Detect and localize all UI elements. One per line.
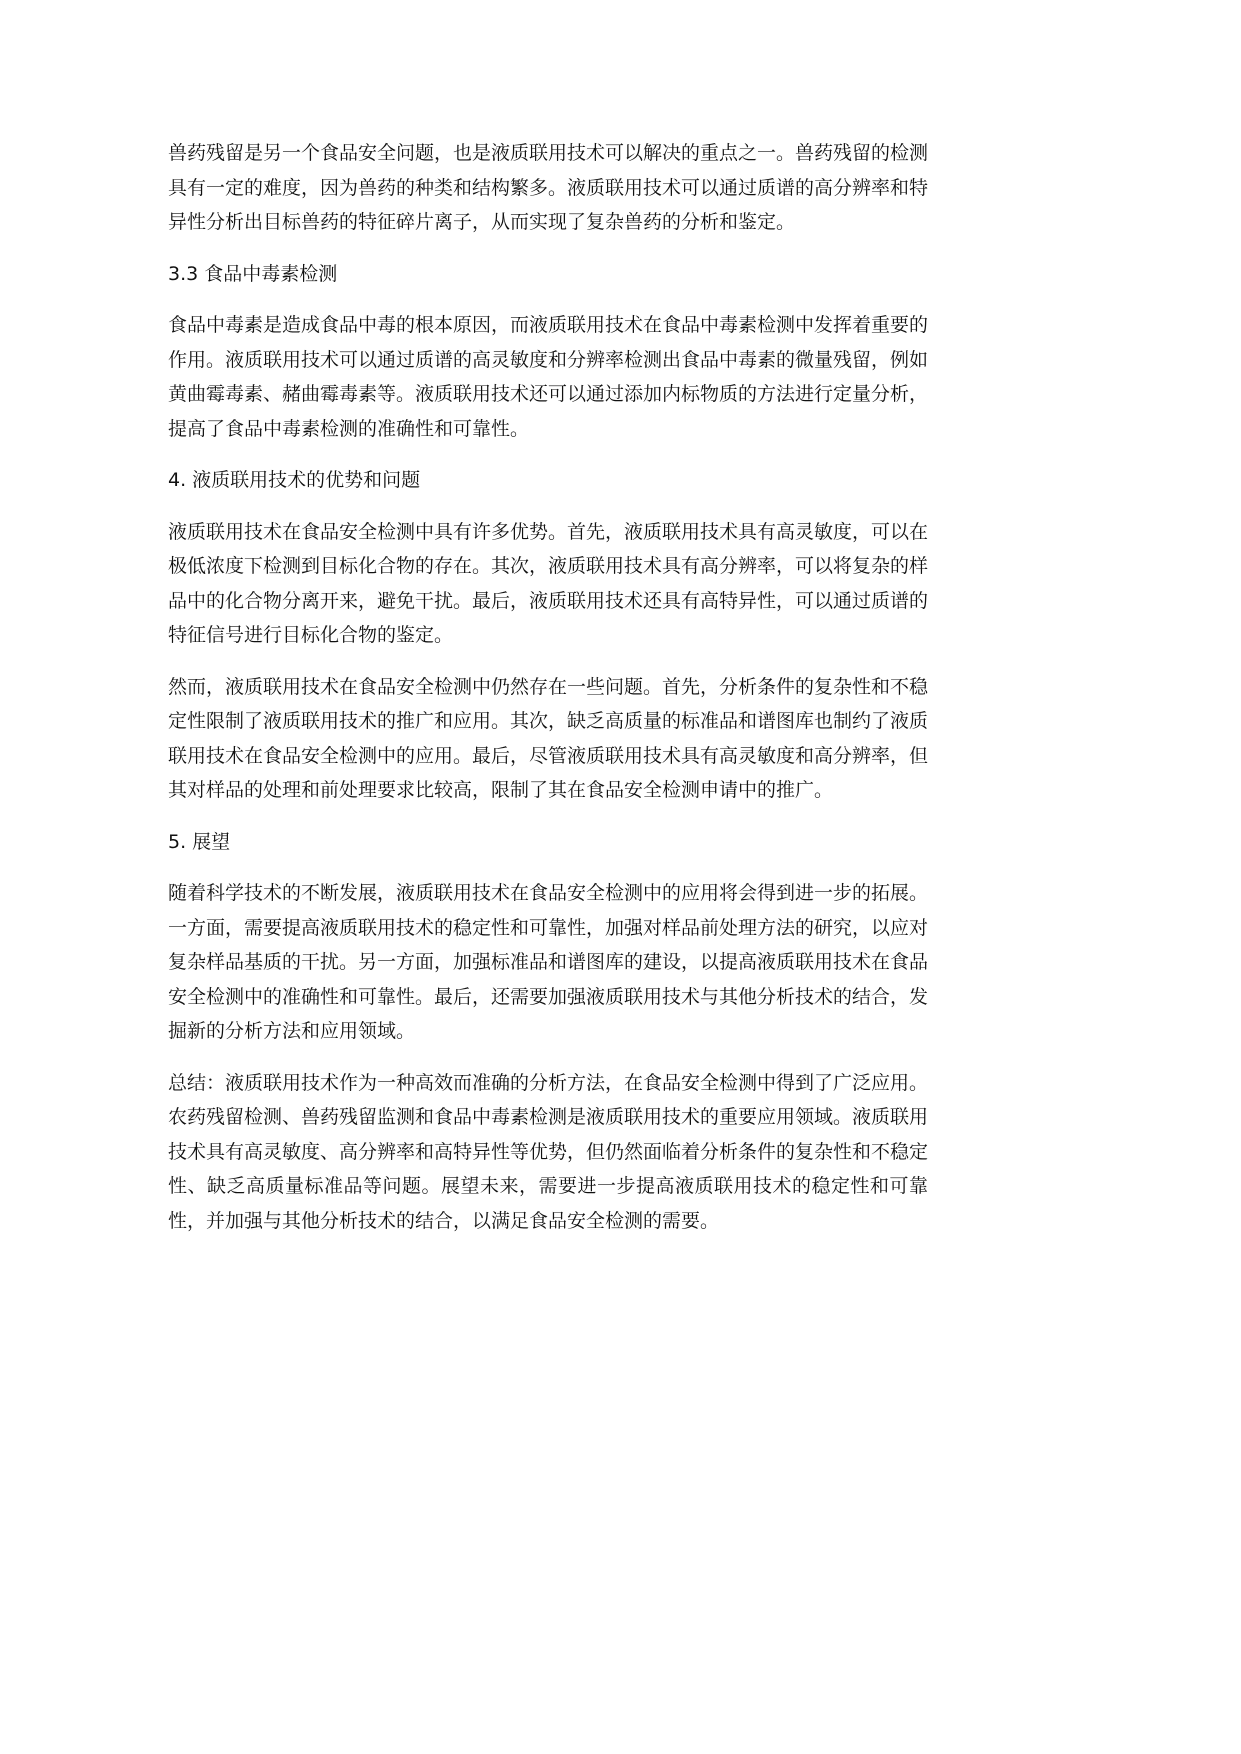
paragraph-veterinary-residue: 兽药残留是另一个食品安全问题，也是液质联用技术可以解决的重点之一。兽药残留的检测具有一定的难度，因为兽药的种类和结构繁多。液质联用技术可以通过质谱的高分辨率和特异性分析出目标兽药的特征碎片离子，从而实现了复杂兽药的分析和鉴定。: [168, 142, 929, 233]
paragraph-issues: 然而，液质联用技术在食品安全检测中仍然存在一些问题。首先，分析条件的复杂性和不稳定性限制了液质联用技术的推广和应用。其次，缺乏高质量的标准品和谱图库也制约了液质联用技术在食品安全检测中的应用。最后，尽管液质联用技术具有高灵敏度和高分辨率，但其对样品的处理和前处理要求比较高，限制了其在食品安全检测申请中的推广。: [168, 675, 929, 801]
section-heading-toxin-detection: 3.3 食品中毒素检测: [168, 262, 338, 285]
document-page: [168, 136, 928, 1255]
paragraph-toxin-detection: 食品中毒素是造成食品中毒的根本原因，而液质联用技术在食品中毒素检测中发挥着重要的作用。液质联用技术可以通过质谱的高灵敏度和分辨率检测出食品中毒素的微量残留，例如黄曲霉毒素、赭曲霉毒素等。液质联用技术还可以通过添加内标物质的方法进行定量分析，提高了食品中毒素检测的准确性和可靠性。: [168, 314, 929, 440]
section-heading-advantages-issues: 4. 液质联用技术的优势和问题: [168, 469, 421, 491]
paragraph-outlook: 随着科学技术的不断发展，液质联用技术在食品安全检测中的应用将会得到进一步的拓展。一方面，需要提高液质联用技术的稳定性和可靠性，加强对样品前处理方法的研究，以应对复杂样品基质的干扰。另一方面，加强标准品和谱图库的建设，以提高液质联用技术在食品安全检测中的准确性和可靠性。最后，还需要加强液质联用技术与其他分析技术的结合，发掘新的分析方法和应用领域。: [168, 882, 929, 1042]
section-heading-outlook: 5. 展望: [168, 830, 231, 853]
paragraph-advantages: 液质联用技术在食品安全检测中具有许多优势。首先，液质联用技术具有高灵敏度，可以在极低浓度下检测到目标化合物的存在。其次，液质联用技术具有高分辨率，可以将复杂的样品中的化合物分离开来，避免干扰。最后，液质联用技术还具有高特异性，可以通过质谱的特征信号进行目标化合物的鉴定。: [168, 520, 929, 646]
paragraph-summary: 总结：液质联用技术作为一种高效而准确的分析方法，在食品安全检测中得到了广泛应用。农药残留检测、兽药残留监测和食品中毒素检测是液质联用技术的重要应用领域。液质联用技术具有高灵敏度、高分辨率和高特异性等优势，但仍然面临着分析条件的复杂性和不稳定性、缺乏高质量标准品等问题。展望未来，需要进一步提高液质联用技术的稳定性和可靠性，并加强与其他分析技术的结合，以满足食品安全检测的需要。: [168, 1071, 929, 1232]
